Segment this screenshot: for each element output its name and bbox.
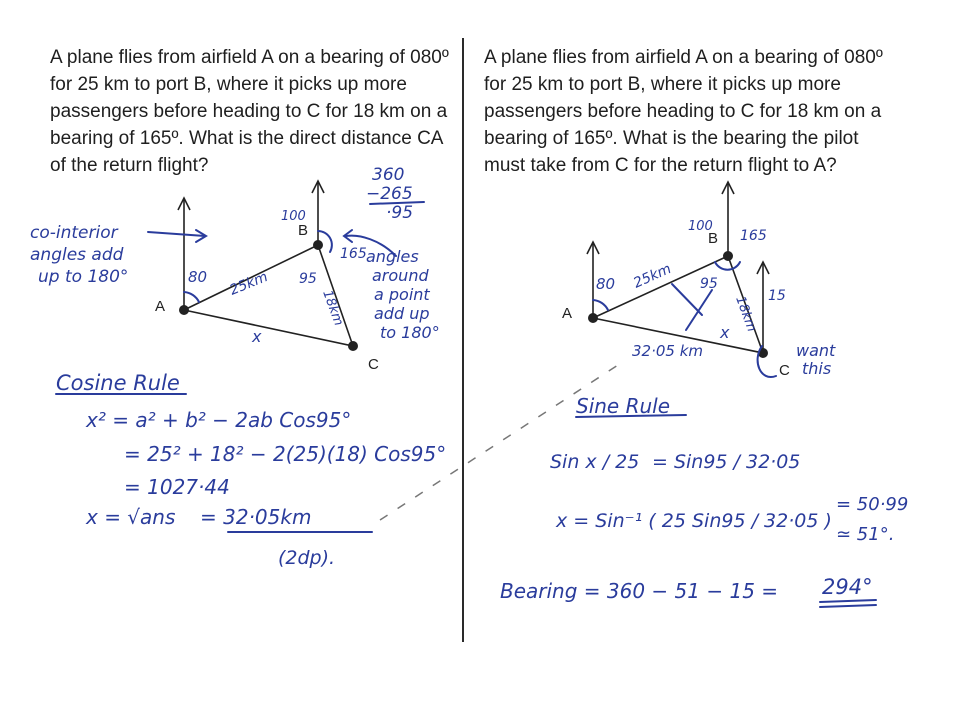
right-angle-x: x: [720, 323, 730, 342]
right-angle-100: 100: [688, 219, 713, 234]
left-calc-line2: −265: [366, 184, 413, 204]
right-answer: 294°: [822, 575, 873, 599]
left-label-a: A: [155, 298, 166, 315]
left-working: [56, 371, 446, 569]
left-calc-line1: 360: [372, 165, 405, 185]
left-work-line4-rhs: = 32·05km: [200, 505, 312, 529]
left-side-bc: 18km: [319, 288, 346, 328]
right-angle-15: 15: [768, 288, 786, 304]
right-arrow-diag2: [686, 290, 712, 330]
right-label-a: A: [562, 305, 573, 322]
right-side-ab: 25km: [631, 260, 674, 292]
right-answer-underline2: [820, 605, 876, 607]
left-angle-80: 80: [188, 268, 208, 286]
right-note-want: want this: [796, 341, 836, 378]
left-calc-line3: ·95: [386, 203, 414, 223]
left-work-line4-lhs: x = √ans: [86, 505, 176, 529]
right-answer-underline1: [820, 600, 876, 602]
right-work-approx: ≃ 51°.: [836, 524, 895, 545]
left-angle-arc-a: [184, 292, 199, 302]
left-note-around-point: angles around a point add up to 180°: [366, 247, 440, 342]
left-label-b: B: [298, 222, 309, 239]
left-side-ca: x: [252, 327, 262, 346]
left-work-line3: = 1027·44: [124, 475, 230, 499]
left-angle-95: 95: [299, 271, 317, 287]
right-angle-95: 95: [700, 276, 718, 292]
left-angle-100: 100: [281, 209, 306, 224]
left-work-line5: (2dp).: [278, 547, 336, 569]
right-question-text: A plane flies from airfield A on a bearing of 080º for 25 km to port B, where it picks up more passengers before heading to C for 18 km on a bearing of 165º. What is the bearing the pilot must take from C for the return flight to A?: [484, 47, 883, 176]
right-side-bc: 18km: [732, 294, 759, 334]
left-label-c: C: [368, 356, 379, 373]
left-note-arrow-line: [148, 232, 205, 236]
left-question-text: A plane flies from airfield A on a bearing of 080º for 25 km to port B, where it picks up more passengers before heading to C for 18 km on a bearing of 165º. What is the direct distance CA of the return flight?: [50, 47, 449, 176]
left-angle-165: 165: [340, 246, 367, 262]
right-angle-arc-b: [715, 262, 740, 270]
right-label-b: B: [708, 230, 719, 247]
right-work-result: = 50·99: [836, 494, 909, 515]
left-rule-title: Cosine Rule: [56, 371, 180, 395]
right-arrow-diag1: [672, 284, 702, 315]
left-side-ab: 25km: [227, 269, 271, 299]
right-work-line1-b: = Sin95 / 32·05: [652, 451, 801, 473]
right-work-line1-a: Sin x / 25: [550, 451, 640, 473]
right-point-b: [723, 251, 733, 261]
right-angle-165: 165: [740, 228, 767, 244]
left-point-a: [179, 305, 189, 315]
right-working: [500, 394, 908, 607]
left-work-line1: x² = a² + b² − 2ab Cos95°: [86, 408, 352, 432]
right-rule-title: Sine Rule: [576, 394, 671, 418]
right-point-a: [588, 313, 598, 323]
left-point-b: [313, 240, 323, 250]
right-angle-80: 80: [596, 275, 616, 293]
left-note-cointerior: co-interior angles add up to 180°: [30, 223, 129, 287]
right-work-line2: x = Sin⁻¹ ( 25 Sin95 / 32·05 ): [556, 510, 832, 532]
right-side-ca: 32·05 km: [632, 342, 704, 360]
right-angle-arc-a: [593, 300, 608, 310]
right-diagram: [562, 182, 840, 379]
left-work-line2: = 25² + 18² − 2(25)(18) Cos95°: [124, 442, 447, 466]
left-point-c: [348, 341, 358, 351]
left-diagram: [30, 165, 440, 373]
right-label-c: C: [779, 362, 790, 379]
right-work-line3: Bearing = 360 − 51 − 15 =: [500, 579, 779, 603]
